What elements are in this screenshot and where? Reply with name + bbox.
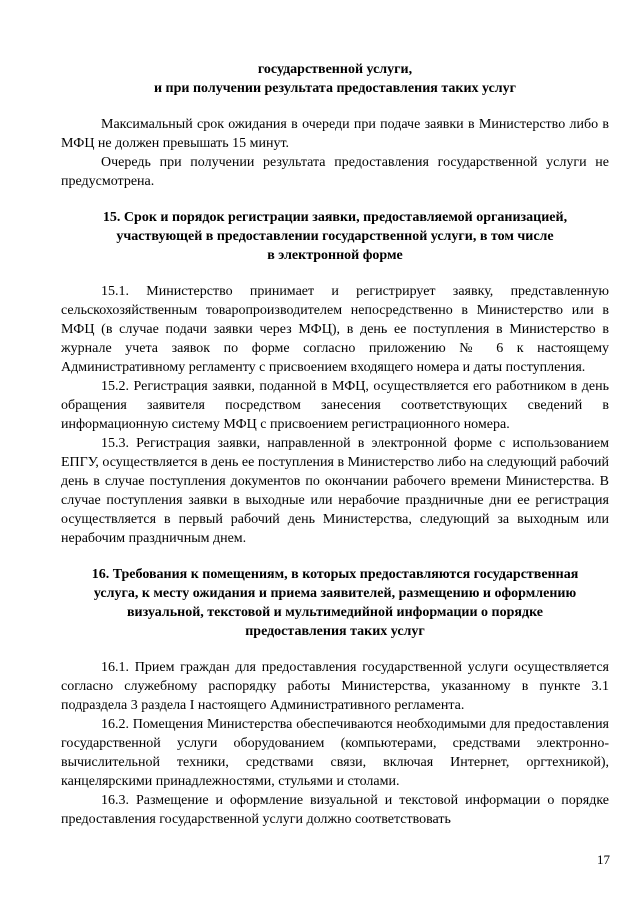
section-15-heading-line: 15. Срок и порядок регистрации заявки, предоставляемой организацией, — [102, 210, 568, 225]
paragraph-15-2: 15.2. Регистрация заявки, поданной в МФЦ, осуществляется его работником в день обращения заявителя посредством занесения соответствующих сведений в информационную систему МФЦ с присвоением регистрационного номера. — [61, 379, 609, 432]
section-16-heading-line: услуга, к месту ожидания и приема заявителей, размещению и оформлению — [93, 586, 577, 601]
paragraph-16-1: 16.1. Прием граждан для предоставления государственной услуги осуществляется согласно служебному распорядку работы Министерства, указанному в пункте 3.1 подраздела 3 раздела I настоящего Административного регламента. — [61, 660, 609, 713]
paragraph-16-2: 16.2. Помещения Министерства обеспечиваются необходимыми для предоставления государственной услуги оборудованием (компьютерами, средствами электронно-вычислительной техники, средствами связи, включая Интернет, оргтехникой), канцелярскими принадлежностями, стульями и столами. — [61, 717, 609, 789]
section-16-heading-line: 16. Требования к помещениям, в которых предоставляются государственная — [91, 567, 579, 582]
section-16-heading — [61, 565, 609, 641]
section-16-heading-line: предоставления таких услуг — [245, 624, 425, 639]
top-heading — [61, 60, 609, 98]
section-15-heading-line: участвующей в предоставлении государственной услуги, в том числе — [116, 229, 554, 244]
top-heading-line: государственной услуги, — [257, 62, 413, 77]
section-16-heading-line: визуальной, текстовой и мультимедийной информации о порядке — [127, 605, 543, 620]
section-15-heading — [61, 208, 609, 265]
section-15-heading-line: в электронной форме — [267, 248, 403, 263]
paragraph-15-3: 15.3. Регистрация заявки, направленной в электронной форме с использованием ЕПГУ, осуществляется в день ее поступления в Министерство либо на следующий рабочий день в случае поступления документов по окончании рабочего времени Министерства. В случае поступления заявки в выходные или нерабочие праздничные дни ее регистрация осуществляется в первый рабочий день Министерства, следующий за выходным или нерабочим праздничным днем. — [61, 436, 609, 546]
document-body — [61, 60, 609, 829]
paragraph-queue-result: Очередь при получении результата предоставления государственной услуги не предусмотрена. — [61, 155, 609, 189]
page-number: 17 — [597, 852, 610, 867]
paragraph-15-1: 15.1. Министерство принимает и регистрирует заявку, представленную сельскохозяйственным товаропроизводителем непосредственно в Министерство или в МФЦ (в случае подачи заявки через МФЦ), в день ее поступления в Министерство в журнале учета заявок по форме согласно приложению № 6 к настоящему Административному регламенту с присвоением входящего номера и даты поступления. — [61, 284, 609, 375]
top-heading-line: и при получении результата предоставления таких услуг — [153, 81, 517, 96]
paragraph-16-3: 16.3. Размещение и оформление визуальной и текстовой информации о порядке предоставления государственной услуги должно соответствовать — [61, 793, 609, 827]
paragraph-queue-time: Максимальный срок ожидания в очереди при подаче заявки в Министерство либо в МФЦ не должен превышать 15 минут. — [61, 117, 609, 151]
